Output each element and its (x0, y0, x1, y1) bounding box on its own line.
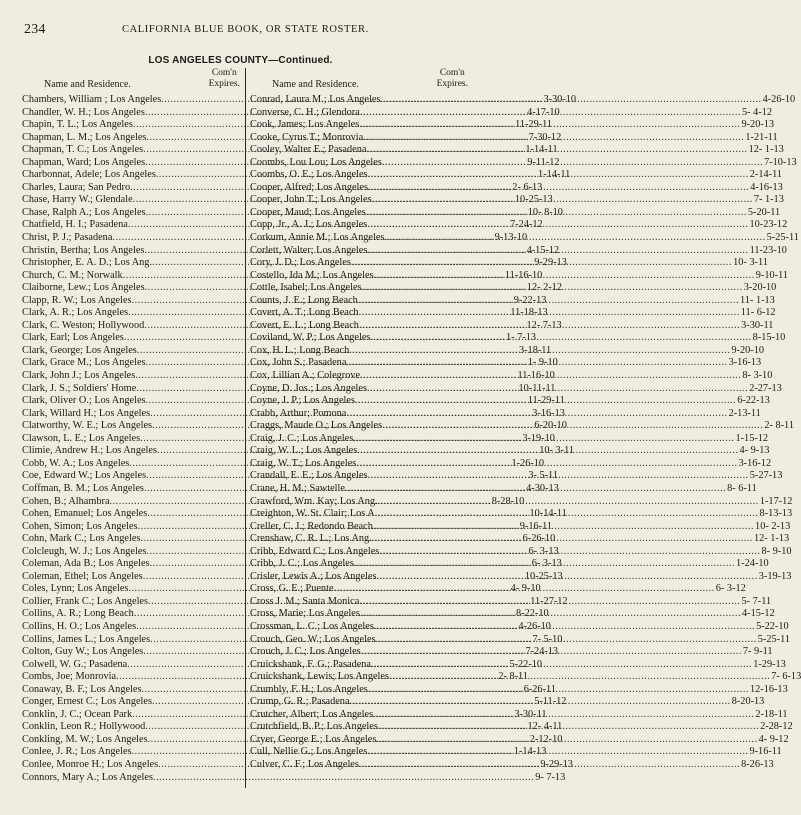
entry-expiration-date: 4-15-12 (526, 244, 560, 256)
entry-expiration-date: 10- 3-11 (539, 445, 574, 457)
left-column-header (22, 68, 244, 94)
entry-name-residence: Copp, Jr., A. J.; Los Angeles (250, 219, 368, 231)
entry-expiration-date: 1-14-13 (513, 746, 547, 758)
entry-expiration-date: 7-24-13 (525, 646, 559, 658)
entry-name-residence: Crenshaw, C. R. L.; Los Ang. (250, 533, 372, 545)
entry-name-residence: Crane, H. M.; Sawtelle (250, 482, 345, 494)
entry-expiration-date: 3-19-10 (522, 432, 555, 444)
entry-expiration-date: 7-30-12 (528, 131, 562, 143)
entry-name-residence: Costello, Ida M.; Los Angeles (250, 269, 374, 281)
dot-leader (346, 408, 727, 421)
column-divider (245, 68, 246, 788)
dot-leader (382, 157, 763, 170)
entry-name-residence: Craig, W. L.; Los Angeles (250, 445, 358, 457)
entry-name-residence: Coviland, W. P.; Los Angeles (250, 332, 371, 344)
dot-leader (153, 772, 534, 785)
entry-name-residence: Collier, Frank C.; Los Angeles (22, 595, 149, 607)
dot-leader (359, 759, 740, 772)
entry-name-residence: Crabb, Arthur; Pomona (250, 407, 347, 419)
entry-name-residence: Cottle, Isabel; Los Angeles (250, 282, 362, 294)
entry-expiration-date: 3-20-10 (743, 282, 777, 294)
entry-expiration-date: 6-22-13 (737, 395, 770, 407)
right-column-header (250, 68, 472, 94)
dot-leader (359, 119, 740, 132)
entry-name-residence: Craig, W. T.; Los Angeles (250, 457, 357, 469)
entry-name-residence: Climie, Andrew H.; Los Angeles (22, 445, 157, 457)
dot-leader (368, 684, 749, 697)
entry-name-residence: Covert, A. T.; Long Beach (250, 307, 359, 319)
entry-expiration-date: 1-14-11 (525, 144, 558, 156)
page-header (24, 22, 459, 40)
dot-leader (374, 621, 755, 634)
entry-expiration-date: 5-11-12 (534, 696, 567, 708)
dot-leader (378, 496, 759, 509)
entry-expiration-date: 9-16-11 (749, 746, 782, 758)
entry-name-residence: Coles, Lynn; Los Angeles (22, 583, 129, 595)
entry-expiration-date: 2- 8-11 (498, 671, 528, 683)
dot-leader (372, 533, 753, 546)
entry-name-residence: Crutcher, Albert; Los Angeles (250, 708, 374, 720)
entry-name-residence: Cox, Lillian A.; Colegrove (250, 370, 361, 382)
entry-expiration-date: 5-20-11 (747, 206, 781, 218)
dot-leader (358, 295, 739, 308)
dot-leader (389, 671, 770, 684)
entry-name-residence: Coleman, Ada B.; Los Angeles (22, 558, 150, 570)
entry-expiration-date: 11-27-12 (530, 595, 568, 607)
entry-name-residence: Crouch, J. C.; Los Angeles (250, 646, 361, 658)
entry-name-residence: Conklin, Leon R.; Hollywood (22, 721, 146, 733)
entry-name-residence: Christopher, E. A. D.; Los Ang. (22, 257, 153, 269)
dot-leader (376, 734, 757, 747)
entry-name-residence: Cribb, Edward C.; Los Angeles (250, 545, 380, 557)
entry-name-residence: Clark, Willard H.; Los Angeles (22, 407, 151, 419)
entry-name-residence: Collins, James L.; Los Angeles (22, 633, 151, 645)
entry-name-residence: Corkum, Annie M.; Los Angeles (250, 232, 385, 244)
entry-expiration-date: 5-25-11 (757, 633, 790, 645)
dot-leader (368, 470, 749, 483)
entry-expiration-date: 8- 3-10 (742, 370, 773, 382)
dot-leader (379, 546, 760, 559)
entry-expiration-date: 10-25-13 (524, 570, 563, 582)
entry-expiration-date: 3-16-13 (532, 407, 565, 419)
entry-expiration-date: 2-28-12 (760, 721, 793, 733)
entry-expiration-date: 12- 7-13 (526, 319, 562, 331)
entry-expiration-date: 4-15-12 (742, 608, 775, 620)
dot-leader (349, 345, 730, 358)
comn-label: Com'n (211, 68, 237, 78)
entry-expiration-date: 6-26-11 (523, 683, 556, 695)
entry-expiration-date: 1-29-13 (753, 658, 786, 670)
dot-leader (359, 320, 740, 333)
entry-name-residence: Chandler, W. H.; Los Angeles (22, 106, 145, 118)
dot-leader (334, 583, 715, 596)
entry-expiration-date: 7- 5-10 (532, 633, 563, 645)
entry-name-residence: Cross, G. E.; Puente (250, 583, 334, 595)
dot-leader (373, 521, 754, 534)
entry-expiration-date: 7-24-12 (510, 219, 543, 231)
entry-name-residence: Clark, J. S.; Soldiers' Home (22, 382, 137, 394)
entry-expiration-date: 12- 2-12 (526, 282, 562, 294)
dot-leader (359, 307, 740, 320)
entry-name-residence: Creller, C. J.; Redondo Beach (250, 520, 373, 532)
entry-expiration-date: 10-25-13 (514, 194, 553, 206)
entry-name-residence: Claiborne, Lew.; Los Angeles (22, 282, 145, 294)
dot-leader (345, 483, 726, 496)
entry-expiration-date: 1-21-11 (745, 131, 778, 143)
entry-expiration-date: 1-26-10 (511, 457, 545, 469)
dot-leader (361, 646, 742, 659)
entry-name-residence: Covert, E. L.; Long Beach (250, 319, 359, 331)
entry-name-residence: Chatfield, H. I.; Pasadena (22, 219, 128, 231)
entry-expiration-date: 4-26-10 (762, 94, 796, 105)
entry-expiration-date: 4-16-13 (750, 181, 783, 193)
entry-expiration-date: 7- 6-13 (771, 671, 801, 683)
entry-expiration-date: 2-18-11 (755, 708, 788, 720)
entry-expiration-date: 2- 6-13 (512, 181, 543, 193)
entry-name-residence: Cohn, Mark C.; Los Angeles (22, 533, 141, 545)
entry-name-residence: Clapp, R. W.; Los Angeles (22, 294, 132, 306)
entry-name-residence: Conger, Ernest C.; Los Angeles (22, 696, 152, 708)
entry-name-residence: Christ, P. J.; Pasadena (22, 232, 113, 244)
entry-name-residence: Coyne, J. P.; Los Angeles (250, 395, 355, 407)
entry-expiration-date: 6- 3-13 (528, 545, 559, 557)
entry-name-residence: Cruickshank, F. G.; Pasadena (250, 658, 372, 670)
entry-name-residence: Culver, C. F.; Los Angeles (250, 758, 359, 770)
name-residence-heading: Name and Residence. (272, 79, 359, 90)
dot-leader (377, 571, 758, 584)
entry-expiration-date: 8-22-10 (516, 608, 549, 620)
entry-name-residence: Chapman, L. M.; Los Angeles (22, 131, 147, 143)
entry-expiration-date: 11- 6-12 (740, 307, 776, 319)
entry-expiration-date: 5- 4-12 (742, 106, 773, 118)
entry-expiration-date: 8-26-13 (741, 758, 774, 770)
expires-label: Expires. (436, 79, 468, 89)
entry-expiration-date: 3-19-13 (758, 570, 792, 582)
entry-name-residence: Crandall, E. E.; Los Angeles (250, 470, 368, 482)
entry-name-residence: Cooley, Walter E.; Pasadena (250, 144, 367, 156)
entry-name-residence: Colcleugh, W. J.; Los Angeles (22, 545, 147, 557)
entry-name-residence: Cox, John S.; Pasadena (250, 357, 347, 369)
dot-leader (360, 608, 741, 621)
entry-name-residence: Crouch, Geo. W.; Los Angeles (250, 633, 376, 645)
entry-expiration-date: 7- 9-11 (742, 646, 773, 658)
entry-name-residence: Cryer, George E.; Los Angeles (250, 733, 377, 745)
entry-expiration-date: 5-22-10 (509, 658, 543, 670)
entry-name-residence: Combs, Joe; Monrovia (22, 671, 117, 683)
entry-expiration-date: 9-20-10 (731, 344, 765, 356)
entry-name-residence: Cohen, Emanuel; Los Angeles (22, 508, 148, 520)
entry-name-residence: Church, C. M.; Norwalk (22, 269, 123, 281)
entry-name-residence: Cohen, Simon; Los Angeles (22, 520, 138, 532)
entry-expiration-date: 6- 3-13 (531, 558, 562, 570)
dot-leader (377, 508, 758, 521)
entry-name-residence: Charbonnat, Adele; Los Angeles (22, 169, 156, 181)
entry-name-residence: Chase, Ralph A.; Los Angeles (22, 206, 146, 218)
entry-expiration-date: 2-14-11 (749, 169, 782, 181)
entry-expiration-date: 7- 1-13 (753, 194, 784, 206)
entry-expiration-date: 1-15-12 (735, 432, 769, 444)
entry-expiration-date: 9-29-13 (534, 257, 567, 269)
entry-name-residence: Coe, Edward W.; Los Angeles (22, 470, 147, 482)
expires-heading (437, 68, 468, 90)
dot-leader (362, 282, 743, 295)
dot-leader (367, 219, 748, 232)
entry-expiration-date: 5- 7-11 (741, 595, 772, 607)
entry-name-residence: Crossman, L. C.; Los Angeles (250, 620, 374, 632)
entry-expiration-date: 4- 9-10 (510, 583, 541, 595)
entry-expiration-date: 4-30-13 (526, 482, 559, 494)
entry-expiration-date: 3-30-11 (514, 708, 547, 720)
entry-name-residence: Clark, C. Weston; Hollywood (22, 319, 145, 331)
entry-name-residence: Coombs, Lou Lou; Los Angeles (250, 156, 382, 168)
page-number: 234 (24, 22, 46, 37)
entry-name-residence: Coleman, Ethel; Los Angeles (22, 570, 143, 582)
entry-name-residence: Charles, Laura; San Pedro (22, 181, 131, 193)
entry-expiration-date: 3- 5-11 (528, 470, 558, 482)
dot-leader (360, 107, 741, 120)
entry-name-residence: Cook, James; Los Angeles (250, 119, 360, 131)
entry-name-residence: Craggs, Maude O.; Los Angeles (250, 420, 383, 432)
entry-expiration-date: 8- 6-11 (727, 482, 757, 494)
entry-name-residence: Clark, Earl; Los Angeles (22, 332, 124, 344)
dot-leader (351, 257, 732, 270)
entry-name-residence: Clark, George; Los Angeles (22, 344, 137, 356)
entry-name-residence: Crisler, Lewis A.; Los Angeles (250, 570, 377, 582)
entry-expiration-date: 12- 1-13 (748, 144, 784, 156)
entry-name-residence: Cruickshank, Lewis; Los Angeles (250, 671, 389, 683)
entry-expiration-date: 10- 8-10 (527, 206, 563, 218)
entry-name-residence: Cross J. M.; Santa Monica (250, 595, 360, 607)
entry-expiration-date: 4-17-10 (527, 106, 560, 118)
entry-expiration-date: 4-26-10 (518, 620, 551, 632)
dot-leader (378, 721, 759, 734)
entry-name-residence: Conkling, M. W.; Los Angeles (22, 733, 148, 745)
entry-name-residence: Conlee, J. R.; Los Angeles (22, 746, 132, 758)
dot-leader (376, 634, 757, 647)
dot-leader (382, 420, 763, 433)
dot-leader (363, 132, 744, 145)
entry-name-residence: Clark, A. R.; Los Angeles (22, 307, 129, 319)
entry-name-residence: Clawson, L. E.; Los Angeles (22, 432, 141, 444)
dot-leader (370, 332, 751, 345)
dot-leader (372, 194, 753, 207)
continued-label: —Continued. (268, 55, 333, 66)
entry-expiration-date: 1-17-12 (759, 495, 793, 507)
dot-leader (374, 270, 755, 283)
entry-name-residence: Crawford, Wm. Kay; Los Ang. (250, 495, 378, 507)
entry-name-residence: Cooper, John T.; Los Angeles (250, 194, 372, 206)
entry-name-residence: Cory, J. D.; Los Angeles (250, 257, 351, 269)
entry-expiration-date: 2-27-13 (749, 382, 782, 394)
entry-name-residence: Collins, A. R.; Long Beach (22, 608, 134, 620)
entry-expiration-date: 5-27-13 (749, 470, 783, 482)
expires-heading (209, 68, 240, 90)
entry-expiration-date: 10-14-11 (529, 508, 567, 520)
county-name: LOS ANGELES COUNTY (148, 55, 269, 66)
entry-name-residence: Christin, Bertha; Los Angeles (22, 244, 145, 256)
expires-label: Expires. (208, 79, 240, 89)
entry-expiration-date: 10- 3-11 (733, 257, 768, 269)
entry-expiration-date: 3-18-11 (518, 344, 552, 356)
entry-name-residence: Cohen, B.; Alhambra (22, 495, 110, 507)
dot-leader (346, 357, 727, 370)
entry-expiration-date: 11-16-10 (517, 370, 555, 382)
entry-name-residence: Clark, John J.; Los Angeles (22, 370, 136, 382)
dot-leader (367, 245, 748, 258)
dot-leader (353, 433, 734, 446)
entry-expiration-date: 2-12-10 (529, 733, 563, 745)
entry-expiration-date: 11-29-11 (527, 395, 565, 407)
entry-expiration-date: 9-20-13 (741, 119, 775, 131)
entry-expiration-date: 2-13-11 (728, 407, 761, 419)
entry-expiration-date: 6- 3-12 (715, 583, 746, 595)
entry-expiration-date: 12-16-13 (749, 683, 788, 695)
entry-name-residence: Crumbly, F. H.; Los Angeles (250, 683, 368, 695)
entry-expiration-date: 3-16-13 (728, 357, 762, 369)
entry-name-residence: Crump, G. R.; Pasadena (250, 696, 350, 708)
entry-expiration-date: 6-26-10 (522, 533, 556, 545)
entry-expiration-date: 9- 7-13 (535, 771, 566, 783)
entry-expiration-date: 9-29-13 (540, 758, 573, 770)
entry-expiration-date: 3-16-12 (738, 457, 772, 469)
entry-expiration-date: 1-14-11 (538, 169, 571, 181)
entry-expiration-date: 4- 9-13 (739, 445, 770, 457)
entry-expiration-date: 9-13-10 (494, 232, 528, 244)
entry-expiration-date: 9-22-13 (513, 294, 547, 306)
entry-expiration-date: 10-11-11 (518, 382, 556, 394)
entry-name-residence: Coyne, D. Jos.; Los Angeles (250, 382, 367, 394)
dot-leader (350, 696, 731, 709)
entry-expiration-date: 11-29-11 (515, 119, 553, 131)
entry-name-residence: Conlee, Monroe H.; Los Angeles (22, 758, 159, 770)
entry-name-residence: Corlett, Walter; Los Angeles (250, 244, 368, 256)
dot-leader (368, 182, 749, 195)
entry-expiration-date: 11- 1-13 (740, 294, 775, 306)
comn-label: Com'n (439, 68, 465, 78)
name-residence-heading: Name and Residence. (44, 79, 131, 90)
entry-name-residence: Converse, C. H.; Glendora (250, 106, 360, 118)
entry-expiration-date: 12- 4-11 (527, 721, 563, 733)
entry-name-residence: Clatworthy, W. E.; Los Angeles (22, 420, 153, 432)
entry-expiration-date: 4- 9-12 (758, 733, 789, 745)
entry-name-residence: Colwell, W. G.; Pasadena (22, 658, 128, 670)
entry-expiration-date: 8-13-13 (759, 508, 793, 520)
entry-name-residence: Conaway, B. F.; Los Angeles (22, 683, 142, 695)
entry-name-residence: Chapin, T. L.; Los Angeles (22, 119, 133, 131)
entry-name-residence: Cooper, Maud; Los Angeles (250, 206, 366, 218)
entry-name-residence: Collins, H. O.; Los Angeles (22, 620, 137, 632)
dot-leader (384, 232, 765, 245)
entry-expiration-date: 2- 8-11 (764, 420, 794, 432)
dot-leader (359, 596, 740, 609)
entry-name-residence: Counts, J. E.; Long Beach (250, 294, 358, 306)
entry-name-residence: Cobb, W. A.; Los Angeles (22, 457, 130, 469)
entry-expiration-date: 8- 9-10 (761, 545, 792, 557)
dot-leader (373, 709, 754, 722)
entry-expiration-date: 7-10-13 (764, 156, 797, 168)
dot-leader (356, 458, 737, 471)
dot-leader (355, 395, 736, 408)
entry-name-residence: Connors, Mary A.; Los Angeles (22, 771, 153, 783)
entry-expiration-date: 5-25-11 (766, 232, 799, 244)
dot-leader (371, 659, 752, 672)
entry-expiration-date: 6-20-10 (534, 420, 567, 432)
entry-name-residence: Crutchfield, B. P.; Los Angeles (250, 721, 378, 733)
entry-expiration-date: 3-30-11 (741, 319, 774, 331)
entry-expiration-date: 5-22-10 (756, 620, 789, 632)
dot-leader (380, 94, 761, 107)
entry-name-residence: Chapman, Ward; Los Angeles (22, 156, 146, 168)
entry-expiration-date: 9-16-11 (519, 520, 552, 532)
entry-name-residence: Creighton, W. St. Clair; Los A. (250, 508, 378, 520)
entry-name-residence: Conklin, J. C.; Ocean Park (22, 708, 133, 720)
entry-expiration-date: 1-24-10 (736, 558, 769, 570)
entry-expiration-date: 8-20-13 (731, 696, 765, 708)
dot-leader (357, 445, 738, 458)
entry-name-residence: Coffman, B. M.; Los Angeles (22, 482, 144, 494)
entry-name-residence: Chambers, William ; Los Angeles (22, 94, 162, 105)
entry-name-residence: Clark, Oliver O.; Los Angeles (22, 395, 146, 407)
dot-leader (366, 207, 747, 220)
dot-leader (366, 144, 747, 157)
entry-expiration-date: 9-11-12 (527, 156, 560, 168)
entry-expiration-date: 11-23-10 (749, 244, 787, 256)
entry-expiration-date: 10- 2-13 (755, 520, 791, 532)
entry-name-residence: Cross, Marie; Los Angeles (250, 608, 360, 620)
entry-expiration-date: 11-18-13 (510, 307, 548, 319)
entry-name-residence: Craig, J. C.; Los Angeles (250, 432, 354, 444)
entry-expiration-date: 11-16-10 (504, 269, 543, 281)
entry-name-residence: Cooke, Cyrus T.; Monrovia (250, 131, 364, 143)
section-title (0, 55, 481, 66)
entry-name-residence: Chapman, T. C.; Los Angeles (22, 144, 144, 156)
dot-leader (367, 383, 748, 396)
entry-expiration-date: 1- 9-10 (527, 357, 558, 369)
entry-name-residence: Chase, Harry W.; Glendale (22, 194, 133, 206)
dot-leader (354, 558, 735, 571)
entry-expiration-date: 12- 1-13 (753, 533, 790, 545)
entry-name-residence: Clark, Grace M.; Los Angeles (22, 357, 146, 369)
entry-expiration-date: 8-28-10 (491, 495, 525, 507)
dot-leader (367, 746, 748, 759)
running-title: CALIFORNIA BLUE BOOK, OR STATE ROSTER. (122, 24, 369, 35)
entry-expiration-date: 1- 7-13 (506, 332, 537, 344)
entry-name-residence: Cox, H. L.; Long Beach (250, 344, 350, 356)
entry-expiration-date: 10-23-12 (749, 219, 788, 231)
entry-name-residence: Coombs, O. E.; Los Angeles (250, 169, 368, 181)
entry-name-residence: Colton, Guy W.; Los Angeles (22, 646, 144, 658)
dot-leader (368, 169, 749, 182)
entry-name-residence: Cribb, J. C.; Los Angeles (250, 558, 354, 570)
dot-leader (360, 370, 741, 383)
roster-entry (22, 771, 566, 785)
entry-name-residence: Conrad, Laura M.; Los Angeles (250, 94, 381, 105)
entry-expiration-date: 9-10-11 (755, 269, 788, 281)
entry-expiration-date: 3-30-10 (543, 94, 577, 105)
entry-expiration-date: 8-15-10 (752, 332, 786, 344)
entry-name-residence: Cooper, Alfred; Los Angeles (250, 181, 368, 193)
entry-name-residence: Cull, Nellie G.; Los Angeles (250, 746, 368, 758)
